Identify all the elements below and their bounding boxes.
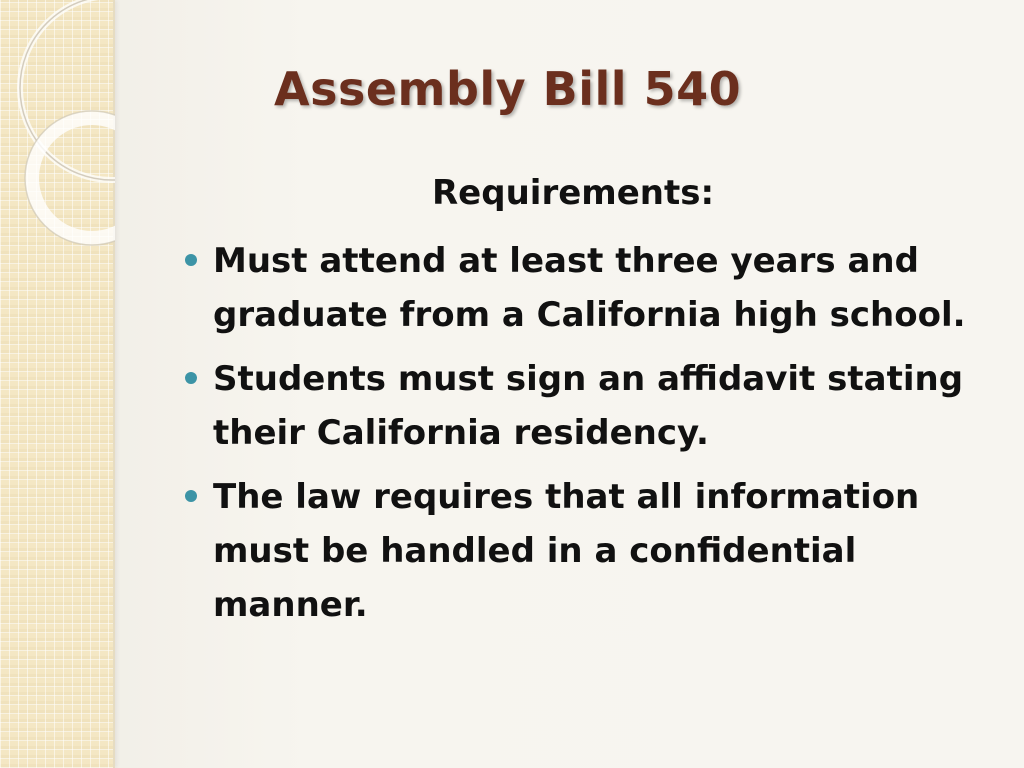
bullet-dot-icon <box>185 372 197 384</box>
list-item <box>182 234 1002 342</box>
bullet-dot-icon <box>185 490 197 502</box>
requirements-heading: Requirements: <box>432 173 715 213</box>
bullet-text: Must attend at least three years and graduate from a California high school. <box>213 241 966 335</box>
list-item <box>182 352 1002 460</box>
list-item <box>182 470 1002 632</box>
decorative-circles-icon <box>0 0 115 768</box>
bullet-text: The law requires that all information must be handled in a confidential manner. <box>213 477 920 625</box>
slide-title: Assembly Bill 540 <box>274 62 742 116</box>
decorative-side-panel <box>0 0 115 768</box>
requirements-list <box>182 234 1002 642</box>
bullet-dot-icon <box>185 254 197 266</box>
bullet-text: Students must sign an affidavit stating their California residency. <box>213 359 964 453</box>
